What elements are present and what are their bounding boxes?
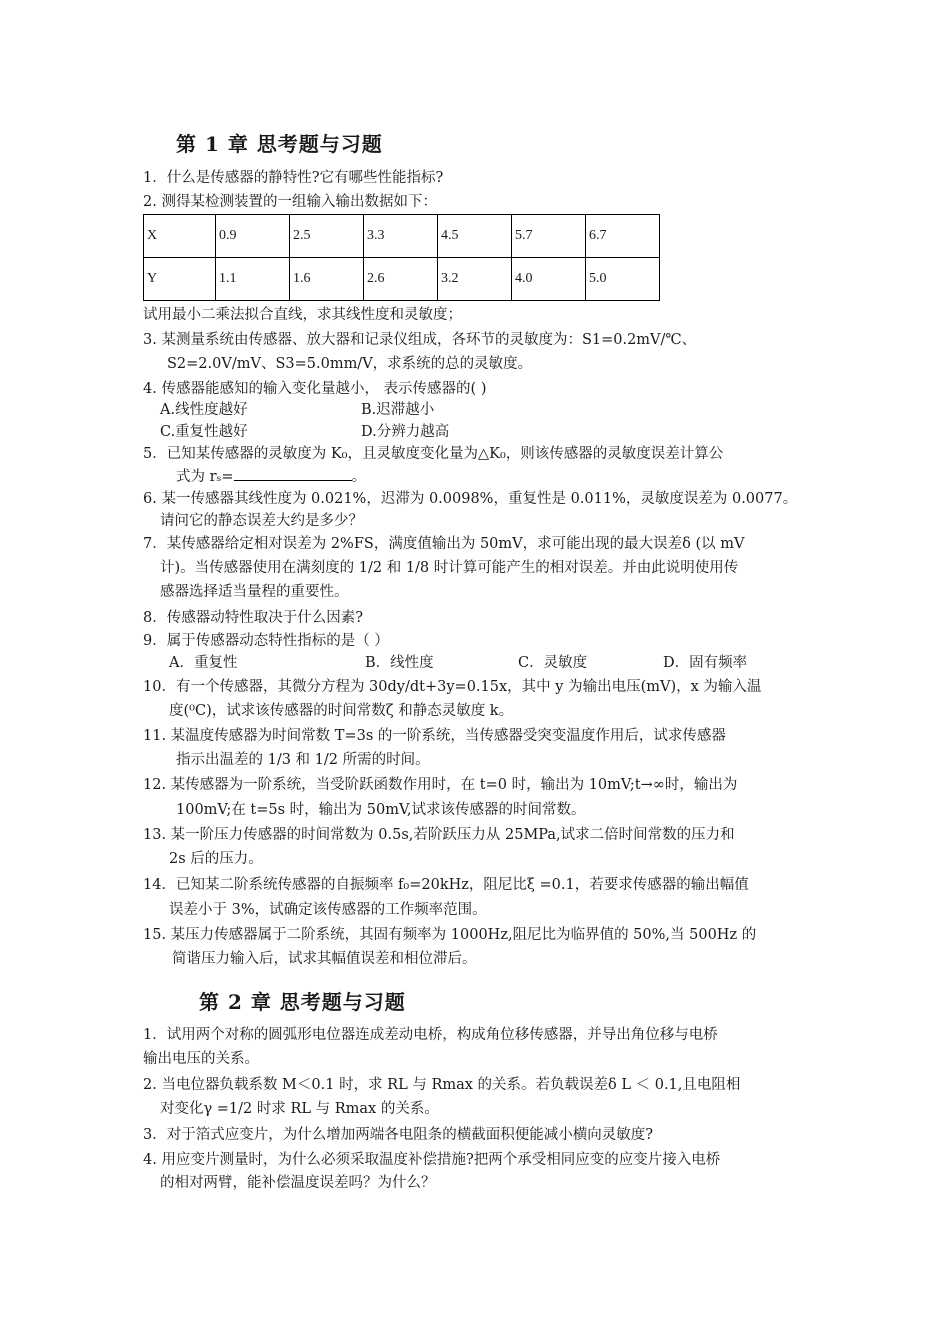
c1-question-2: 2. 测得某检测装置的一组输入输出数据如下： [143, 194, 437, 210]
c1-q4-option-a: A.线性度越好 [160, 402, 248, 418]
c1-question-7-line1: 7．某传感器给定相对误差为 2%FS，满度值输出为 50mV，求可能出现的最大误差δ (以 mV [143, 536, 745, 552]
chapter1-title: 第 1 章 思考题与习题 [176, 132, 383, 156]
table-cell: 4.0 [512, 258, 586, 301]
table-cell: 2.6 [364, 258, 438, 301]
c1-question-13-line2: 2s 后的压力。 [169, 851, 263, 867]
table-cell: 2.5 [290, 215, 364, 258]
table-cell: 5.7 [512, 215, 586, 258]
table-cell: 1.6 [290, 258, 364, 301]
c1-question-6-line2: 请问它的静态误差大约是多少？ [160, 513, 363, 529]
c1-question-5-line2 [176, 467, 366, 486]
c1-question-12-line1: 12. 某传感器为一阶系统，当受阶跃函数作用时，在 t=0 时，输出为 10mV;t→∞时，输出为 [143, 777, 738, 793]
c1-question-9: 9．属于传感器动态特性指标的是（ ） [143, 633, 389, 649]
table-cell: 4.5 [438, 215, 512, 258]
table-cell: 1.1 [216, 258, 290, 301]
c1-question-10-line2: 度(⁰C)，试求该传感器的时间常数ζ 和静态灵敏度 k。 [169, 703, 514, 719]
c1-question-11-line2: 指示出温差的 1/3 和 1/2 所需的时间。 [176, 752, 430, 768]
c1-question-7-line3: 感器选择适当量程的重要性。 [160, 584, 349, 600]
c1-question-14-line1: 14．已知某二阶系统传感器的自振频率 f₀=20kHz，阻尼比ξ =0.1，若要求传感器的输出幅值 [143, 877, 749, 893]
c1-q9-option-c: C．灵敏度 [518, 655, 588, 671]
c2-question-1-line2: 输出电压的关系。 [143, 1051, 259, 1067]
c1-question-3-line2: S2=2.0V/mV、S3=5.0mm/V，求系统的总的灵敏度。 [167, 356, 533, 372]
table-row-y [144, 258, 660, 301]
table-cell-y-label: Y [144, 258, 216, 301]
answer-blank [234, 467, 352, 481]
c1-question-3-line1: 3. 某测量系统由传感器、放大器和记录仪组成，各环节的灵敏度为：S1=0.2mV/℃、 [143, 332, 697, 348]
c1-question-13-line1: 13. 某一阶压力传感器的时间常数为 0.5s,若阶跃压力从 25MPa,试求二倍时间常数的压力和 [143, 827, 735, 843]
c1-question-2-task: 试用最小二乘法拟合直线，求其线性度和灵敏度； [143, 307, 462, 323]
c1-q9-option-d: D．固有频率 [663, 655, 748, 671]
c1-question-1: 1．什么是传感器的静特性?它有哪些性能指标? [143, 170, 444, 186]
table-cell: 5.0 [586, 258, 660, 301]
c2-question-2-line2: 对变化γ =1/2 时求 RL 与 Rmax 的关系。 [160, 1101, 439, 1117]
c2-question-3: 3．对于箔式应变片，为什么增加两端各电阻条的横截面积便能减小横向灵敏度? [143, 1127, 653, 1143]
table-cell: 0.9 [216, 215, 290, 258]
c1-question-6-line1: 6. 某一传感器其线性度为 0.021%，迟滞为 0.0098%，重复性是 0.011%，灵敏度误差为 0.0077。 [143, 491, 798, 507]
table-cell: 6.7 [586, 215, 660, 258]
table-row-x [144, 215, 660, 258]
formula-end: 。 [351, 469, 367, 485]
table-cell-x-label: X [144, 215, 216, 258]
c1-q9-option-b: B．线性度 [365, 655, 434, 671]
c2-question-4-line2: 的相对两臂，能补偿温度误差吗？为什么？ [160, 1175, 436, 1191]
c2-question-1-line1: 1．试用两个对称的圆弧形电位器连成差动电桥，构成角位移传感器，并导出角位移与电桥 [143, 1027, 718, 1043]
c2-question-4-line1: 4. 用应变片测量时，为什么必须采取温度补偿措施?把两个承受相同应变的应变片接入电桥 [143, 1152, 721, 1168]
c1-question-8: 8．传感器动特性取决于什么因素? [143, 610, 363, 626]
data-table [143, 214, 660, 301]
c1-question-11-line1: 11. 某温度传感器为时间常数 T=3s 的一阶系统，当传感器受突变温度作用后，试求传感器 [143, 728, 726, 744]
c1-q4-option-d: D.分辨力越高 [361, 424, 450, 440]
c1-question-15-line2: 简谐压力输入后，试求其幅值误差和相位滞后。 [172, 951, 477, 967]
table-cell: 3.3 [364, 215, 438, 258]
formula-label: 式为 rₛ= [176, 469, 234, 485]
chapter2-title: 第 2 章 思考题与习题 [199, 990, 406, 1014]
c1-question-5-line1: 5．已知某传感器的灵敏度为 K₀，且灵敏度变化量为△K₀，则该传感器的灵敏度误差计算公 [143, 446, 724, 462]
c1-question-10-line1: 10．有一个传感器，其微分方程为 30dy/dt+3y=0.15x，其中 y 为输出电压(mV)，x 为输入温 [143, 679, 762, 695]
c1-q4-option-c: C.重复性越好 [160, 424, 248, 440]
c1-q4-option-b: B.迟滞越小 [361, 402, 435, 418]
c1-question-12-line2: 100mV;在 t=5s 时，输出为 50mV,试求该传感器的时间常数。 [176, 802, 586, 818]
c1-question-4: 4. 传感器能感知的输入变化量越小， 表示传感器的( ) [143, 381, 487, 397]
c2-question-2-line1: 2. 当电位器负载系数 M＜0.1 时，求 RL 与 Rmax 的关系。若负载误差δ L ＜ 0.1,且电阻相 [143, 1077, 741, 1093]
c1-q9-option-a: A．重复性 [169, 655, 238, 671]
c1-question-15-line1: 15. 某压力传感器属于二阶系统，其固有频率为 1000Hz,阻尼比为临界值的 50%,当 500Hz 的 [143, 927, 757, 943]
table-cell: 3.2 [438, 258, 512, 301]
c1-question-7-line2: 计)。当传感器使用在满刻度的 1/2 和 1/8 时计算可能产生的相对误差。并由此说明使用传 [160, 560, 739, 576]
c1-question-14-line2: 误差小于 3%，试确定该传感器的工作频率范围。 [169, 902, 487, 918]
